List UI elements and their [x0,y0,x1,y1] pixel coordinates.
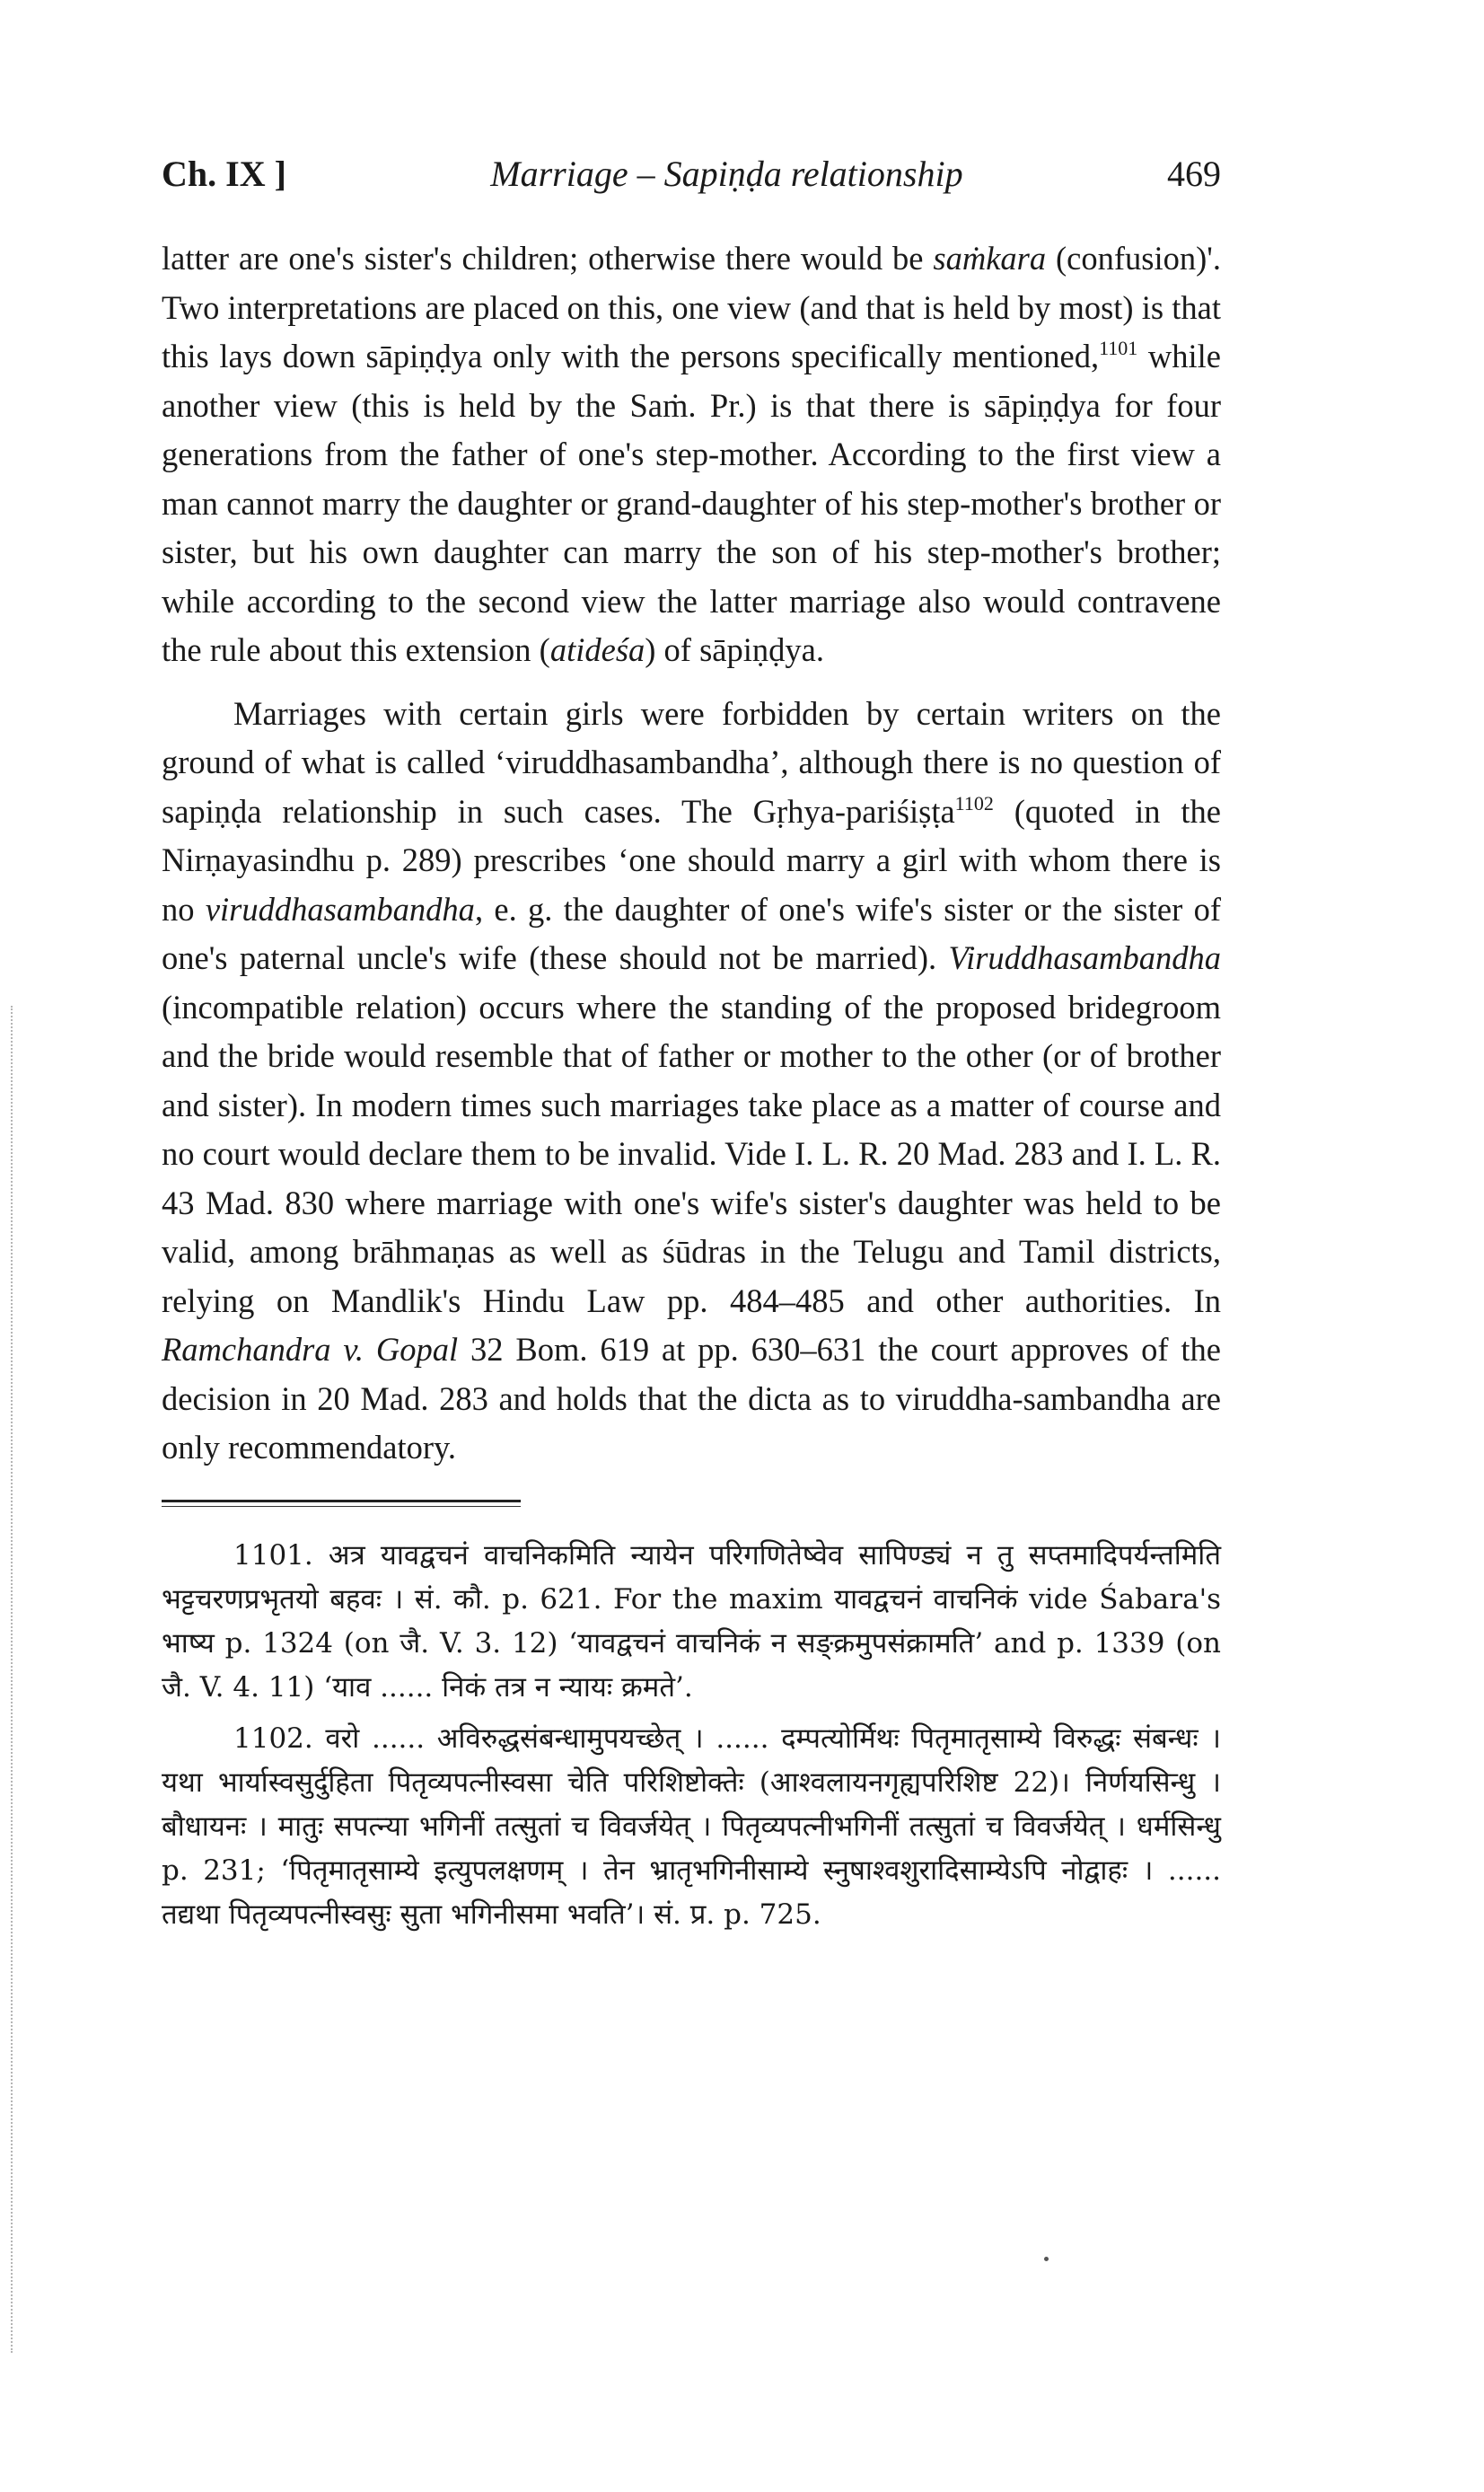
footnotes [162,1534,1221,1937]
chapter-label: Ch. IX ] [162,154,286,194]
running-title: Marriage – Sapiṇḍa relationship [490,154,963,194]
text-run: 32 Bom. 619 at pp. 630–631 the court approves of the decision in 20 Mad. 283 and holds that the dicta as to viruddha-sambandha are only recommendatory. [162,1331,1221,1466]
text-run: latter are one's sister's children; otherwise there would be [162,240,934,277]
text-run: ) of sāpiṇḍya. [645,631,824,668]
italic-term: saṁkara [933,240,1047,277]
scan-speck [1044,2257,1049,2261]
italic-term: Ramchandra v. Gopal [162,1331,459,1368]
footnote-separator [162,1500,521,1502]
text-run: (confusion)'. Two interpretations are placed on this, one view (and that is held by most) is that this lays down sāpiṇḍya only with the persons specifically mentioned, [162,240,1221,374]
footnote-ref: 1102 [954,791,994,815]
footnote-ref: 1101 [1099,337,1138,359]
page-number: 469 [1166,154,1221,194]
footnote: 1102. वरो ...... अविरुद्धसंबन्धामुपयच्छेत् । ...... दम्पत्योर्मिथः पितृमातृसाम्ये विरुद्धः संबन्धः । यथा भार्यास्वसुर्दुहिता पितृव्यपत्नीस्वसा चेति परिशिष्टोक्तेः (आश्वलायनगृह्यपरिशिष्ट 22)। निर्णयसिन्धु । बौधायनः । मातुः सपत्न्या भगिनीं तत्सुतां च विवर्जयेत् । पितृव्यपत्नीभगिनीं तत्सुतां च विवर्जयेत् । धर्मसिन्धु p. 231; ‘पितृमातृसाम्ये इत्युपलक्षणम् । तेन भ्रातृभगिनीसाम्ये स्नुषाश्वशुरादिसाम्येऽपि नोद्वाहः । ...... तद्यथा पितृव्यपत्नीस्वसुः सुता भगिनीसमा भवति’। सं. प्र. p. 725. [162,1722,1221,1931]
book-page [162,153,1221,1937]
text-run: while another view (this is held by the Saṁ. Pr.) is that there is sāpiṇḍya for four generations from the father of one's step-mother. According to the first view a man cannot marry the daughter or grand-daughter of his step-mother's brother or sister, but his own daughter can marry the son of his step-mother's brother; while according to the second view the latter marriage also would contravene the rule about this extension ( [162,338,1222,668]
margin-scan-marks [11,1006,13,2353]
footnote: 1101. अत्र यावद्वचनं वाचनिकमिति न्यायेन परिगणितेष्वेव सापिण्ड्यं न तु सप्तमादिपर्यन्तमिति भट्टचरणप्रभृतयो बहवः । सं. कौ. p. 621. For the maxim यावद्वचनं वाचनिकं vide Śabara's भाष्य p. 1324 (on जै. V. 3. 12) ‘यावद्वचनं वाचनिकं न सङ्क्रमुपसंक्रामति’ and p. 1339 (on जै. V. 4. 11) ‘याव ...... निकं तत्र न न्यायः क्रमते’. [162,1538,1221,1704]
text-run: (incompatible relation) occurs where the standing of the proposed bridegroom and the bride would resemble that of father or mother to the other (or of brother and sister). In modern times such marriages take place as a matter of course and no court would declare them to be invalid. Vide I. L. R. 20 Mad. 283 and I. L. R. 43 Mad. 830 where marriage with one's wife's sister's daughter was held to be valid, among brāhmaṇas as well as śūdras in the Telugu and Tamil districts, relying on Mandlik's Hindu Law pp. 484–485 and other authorities. In [162,988,1221,1319]
italic-term: viruddhasambandha [205,890,475,928]
footnote-separator-thin [162,1506,521,1507]
italic-term: atideśa [549,631,645,668]
paragraph [162,690,1221,1473]
text-run: (quoted in the Nirṇayasindhu p. 289) prescribes ‘one should marry a girl with whom there is no [162,792,1221,928]
paragraph [162,234,1221,675]
text-run: , e. g. the daughter of one's wife's sister or the sister of one's paternal uncle's wife (these should not be married). [162,890,1221,976]
italic-term: Viruddhasambandha [948,939,1221,976]
running-header [162,153,1221,195]
main-text [162,234,1221,1473]
text-run: Marriages with certain girls were forbidden by certain writers on the ground of what is called ‘viruddhasambandha’, although there is no question of sapiṇḍa relationship in such cases. The Gṛhya-pariśiṣṭa [162,694,1221,830]
